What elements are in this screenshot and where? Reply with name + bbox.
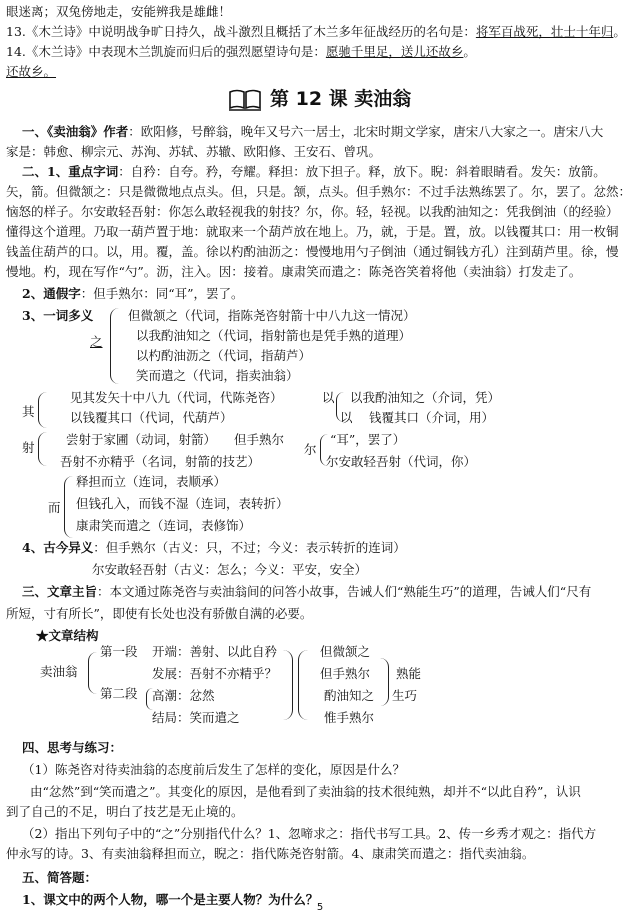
definition-item: 以我酌油知之（代词，指射箭也是凭手熟的道理） bbox=[136, 328, 412, 343]
text-line: 恼怒的样子。尔安敢轻吾射：你怎么敢轻视我的射技？尔，你。轻，轻视。以我酌油知之：凭我倒油（的经验） bbox=[6, 204, 619, 219]
lesson-header bbox=[228, 84, 411, 114]
definition-item: “耳”，罢了） bbox=[330, 432, 406, 447]
text-span: 13.《木兰诗》中说明战争旷日持久，战斗激烈且概括了木兰多年征战经历的名句是： bbox=[6, 24, 476, 39]
paragraph-label: 第二段 bbox=[100, 686, 138, 701]
section-heading: 四、思考与练习： bbox=[22, 740, 123, 755]
definition-item: 吾射不亦精乎（名词，射箭的技艺） bbox=[60, 454, 261, 469]
brace bbox=[38, 392, 47, 428]
definition-item: 以我酌油知之（介词，凭） bbox=[350, 390, 501, 405]
text-line: 所短，寸有所长”，即使有长处也没有骄傲自满的必要。 bbox=[6, 606, 313, 621]
text-span: 。 bbox=[463, 44, 476, 59]
text-line: 慢地。杓，现在写作“勺”。沥，注入。因：接着。康肃笑而遣之：陈尧咨笑着将他（卖油翁）打发走了。 bbox=[6, 264, 582, 279]
term-char: 尔 bbox=[304, 442, 317, 457]
text-line: 由“忿然”到“笑而遣之”。其变化的原因，是他看到了卖油翁的技术很纯熟，却并不“以此自矜”，认识 bbox=[30, 784, 581, 799]
term-char: 而 bbox=[48, 500, 61, 515]
section-heading: ★文章结构 bbox=[36, 628, 99, 643]
structure-item: 但微颔之 bbox=[320, 644, 371, 659]
text-span: ：欧阳修，号醉翁，晚年又号六一居士，北宋时期文学家，唐宋八大家之一。唐宋八大 bbox=[128, 124, 604, 139]
paragraph-line bbox=[22, 284, 634, 304]
term-char: 以 bbox=[322, 390, 335, 405]
section-heading: 3、一词多义 bbox=[22, 308, 94, 323]
definition-item: 尔安敢轻吾射（代词，你） bbox=[326, 454, 477, 469]
text-line: 到了自己的不足，明白了技艺是无止境的。 bbox=[6, 804, 244, 819]
section-heading: 三、文章主旨 bbox=[22, 584, 98, 599]
definition-item: 笑而遣之（代词，指卖油翁） bbox=[136, 368, 299, 383]
structure-item: 高潮：忿然 bbox=[152, 688, 215, 703]
book-icon bbox=[228, 86, 262, 112]
text-line: 懂得这个道理。乃取一葫芦置于地：就取来一个葫芦放在地上。乃，就，于是。置，放。以钱覆其口：用一枚铜 bbox=[6, 224, 619, 239]
text-line bbox=[6, 22, 634, 42]
definition-item: 以杓酌油沥之（代词，指葫芦） bbox=[136, 348, 312, 363]
term-char: 其 bbox=[22, 404, 35, 419]
structure-item: 发展：吾射不亦精乎？ bbox=[152, 666, 278, 681]
question-line: 1、课文中的两个人物，哪一个是主要人物？为什么？ bbox=[22, 892, 319, 907]
definition-item: 以 钱覆其口（介词，用） bbox=[340, 410, 494, 425]
term-char: 之 bbox=[90, 334, 103, 349]
text-span: ：本文通过陈尧咨与卖油翁间的问答小故事，告诫人们“熟能生巧”的道理，告诫人们“尺有 bbox=[97, 584, 592, 599]
structure-item: 惟手熟尔 bbox=[324, 710, 375, 725]
page-number: 5 bbox=[316, 902, 324, 913]
definition-item: 康肃笑而遣之（连词，表修饰） bbox=[76, 518, 252, 533]
brace bbox=[38, 432, 47, 466]
section-heading: 一、《卖油翁》作者 bbox=[22, 124, 129, 139]
structure-result: 生巧 bbox=[392, 688, 418, 703]
paragraph-label: 第一段 bbox=[100, 644, 138, 659]
text-span: ：但手熟尔：同“耳”，罢了。 bbox=[80, 286, 244, 301]
definition-item: 以钱覆其口（代词，代葫芦） bbox=[70, 410, 233, 425]
definition-item: 释担而立（连词，表顺承） bbox=[76, 474, 227, 489]
brace bbox=[64, 476, 73, 538]
structure-item: 酌油知之 bbox=[324, 688, 375, 703]
brace bbox=[88, 652, 97, 694]
text-line: 矢，箭。但微颔之：只是微微地点点头。但，只是。颔，点头。但手熟尔：不过手法熟练罢了。尔，罢了。忿然： bbox=[6, 184, 632, 199]
definition-item: 尝射于家圃（动词，射箭） bbox=[66, 432, 217, 447]
section-heading: 二、1、重点字词 bbox=[22, 164, 119, 179]
text-span: 14.《木兰诗》中表现木兰凯旋而归后的强烈愿望诗句是： bbox=[6, 44, 326, 59]
section-heading: 2、通假字 bbox=[22, 286, 81, 301]
definition-item: 见其发矢十中八九（代词，代陈尧咨） bbox=[70, 390, 283, 405]
text-span: ：但手熟尔（古义：只，不过；今义：表示转折的连词） bbox=[93, 540, 406, 555]
term-char: 射 bbox=[22, 440, 35, 455]
paragraph-line bbox=[22, 122, 634, 142]
brace bbox=[380, 658, 389, 706]
definition-item: 但手熟尔 bbox=[234, 432, 285, 447]
paragraph-line bbox=[22, 162, 634, 182]
question-line: （2）指出下列句子中的“之”分别指代什么？1、忽啼求之：指代书写工具。2、传一乡秀才观之：指代方 bbox=[22, 826, 597, 841]
text-line: 尔安敢轻吾射（古义：怎么；今义：平安，安全） bbox=[92, 562, 368, 577]
text-line: 钱盖住葫芦的口。以，用。覆，盖。徐以杓酌油沥之：慢慢地用勺子倒油（通过铜钱方孔）注到葫芦里。徐，慢 bbox=[6, 244, 619, 259]
text-line: 眼迷离；双兔傍地走，安能辨我是雄雌！ bbox=[6, 4, 232, 19]
answer-underlined: 还故乡。 bbox=[6, 64, 57, 79]
paragraph-line bbox=[22, 582, 634, 602]
structure-item: 结局：笑而遣之 bbox=[152, 710, 240, 725]
text-span: ：自矜：自夸。矜，夸耀。释担：放下担子。释，放下。睨：斜着眼睛看。发矢：放箭。 bbox=[118, 164, 606, 179]
answer-underlined: 愿驰千里足，送儿还故乡 bbox=[325, 44, 464, 59]
definition-item: 但钱孔入，而钱不湿（连词，表转折） bbox=[76, 496, 289, 511]
paragraph-line bbox=[22, 538, 406, 558]
text-line: 家是：韩愈、柳宗元、苏洵、苏轼、苏辙、欧阳修、王安石、曾巩。 bbox=[6, 144, 382, 159]
structure-result: 熟能 bbox=[396, 666, 422, 681]
brace bbox=[282, 650, 293, 720]
lesson-title: 第 12 课 卖油翁 bbox=[270, 88, 412, 110]
section-heading: 4、古今异义 bbox=[22, 540, 94, 555]
brace bbox=[298, 650, 309, 720]
text-line bbox=[6, 42, 634, 62]
definition-item: 但微颔之（代词，指陈尧咨射箭十中八九这一情况） bbox=[128, 308, 416, 323]
text-span: 。 bbox=[613, 24, 626, 39]
structure-item: 开端：善射、以此自矜 bbox=[152, 644, 278, 659]
structure-item: 但手熟尔 bbox=[320, 666, 371, 681]
answer-underlined: 将军百战死，壮士十年归 bbox=[475, 24, 614, 39]
text-line: 仲永写的诗。3、有卖油翁释担而立，睨之：指代陈尧咨射箭。4、康肃笑而遣之：指代卖油翁。 bbox=[6, 846, 535, 861]
question-line: （1）陈尧咨对待卖油翁的态度前后发生了怎样的变化，原因是什么？ bbox=[22, 762, 405, 777]
section-heading: 五、简答题： bbox=[22, 870, 98, 885]
brace bbox=[110, 308, 119, 384]
structure-root: 卖油翁 bbox=[40, 664, 78, 679]
